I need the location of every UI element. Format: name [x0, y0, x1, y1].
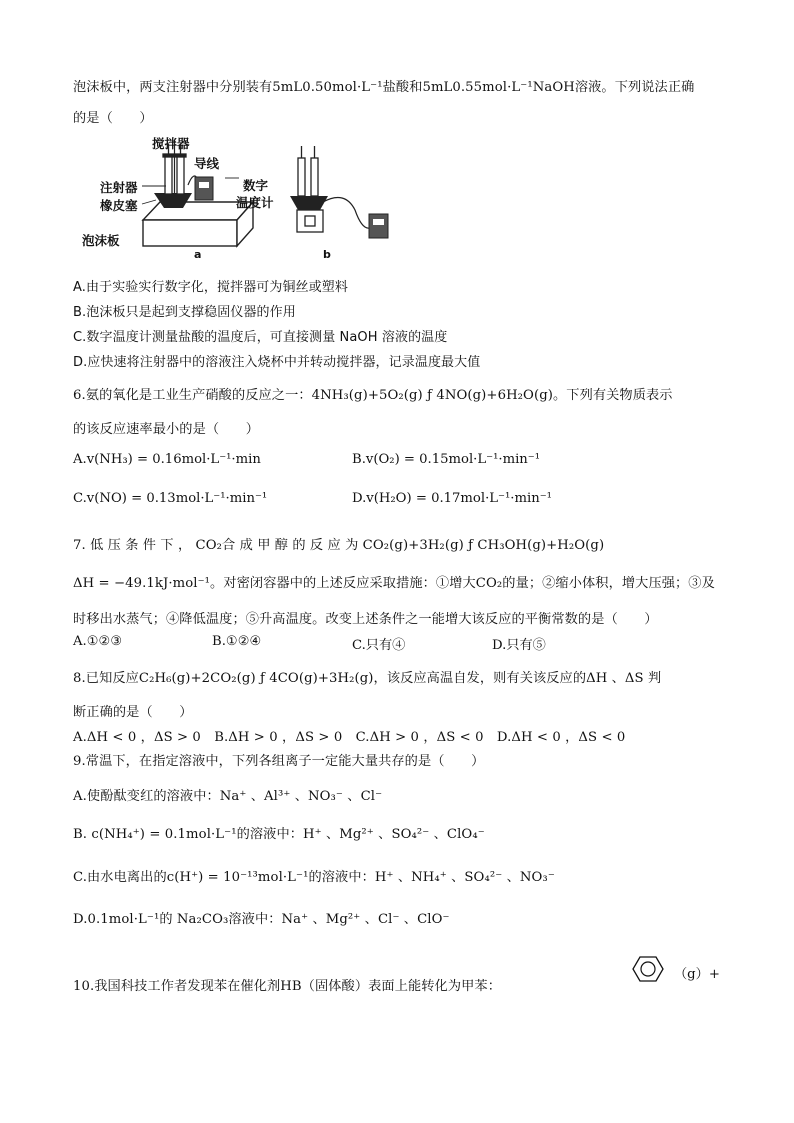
q7-option-d: D.只有⑤: [492, 638, 546, 653]
q6-option-a: A.v(NH₃) = 0.16mol·L⁻¹·min: [73, 452, 261, 467]
q9-option-b: B. c(NH₄⁺) = 0.1mol·L⁻¹的溶液中：H⁺ 、Mg²⁺ 、SO₄²⁻ 、ClO₄⁻: [73, 827, 485, 842]
q6-option-d: D.v(H₂O) = 0.17mol·L⁻¹·min⁻¹: [352, 491, 552, 506]
q7-stem-2: ΔH = −49.1kJ·mol⁻¹。对密闭容器中的上述反应采取措施：①增大CO₂的量；②缩小体积，增大压强；③及: [73, 576, 715, 591]
label-syringe: 注射器: [100, 180, 138, 195]
wire-b: [323, 198, 370, 229]
apparatus-figure: [80, 130, 420, 262]
label-thermometer: 温度计: [236, 195, 274, 210]
label-b: b: [323, 248, 331, 261]
q7-stem: 7. 低 压 条 件 下 ， CO₂合 成 甲 醇 的 反 应 为 CO₂(g)+3H₂(g) ƒ CH₃OH(g)+H₂O(g): [73, 538, 605, 553]
benzene-structure: [632, 955, 664, 983]
q9-option-d: D.0.1mol·L⁻¹的 Na₂CO₃溶液中：Na⁺ 、Mg²⁺ 、Cl⁻ 、ClO⁻: [73, 912, 450, 927]
q7-option-b: B.①②④: [212, 634, 262, 649]
label-digital: 数字: [243, 178, 269, 193]
label-a: a: [194, 248, 202, 261]
label-wire: 导线: [194, 156, 220, 171]
apparatus-b: [297, 146, 323, 232]
label-stirrer: 搅拌器: [152, 136, 190, 151]
thermometer-a: [195, 177, 213, 200]
q8-stem-2: 断正确的是（ ）: [73, 705, 193, 720]
label-foam: 泡沫板: [82, 233, 120, 248]
q5-option-b: B.泡沫板只是起到支撑稳固仪器的作用: [73, 305, 296, 320]
q7-option-a: A.①②③: [73, 634, 123, 649]
q5-option-a: A.由于实验实行数字化，搅拌器可为铜丝或塑料: [73, 280, 348, 295]
q5-option-d: D.应快速将注射器中的溶液注入烧杯中并转动搅拌器，记录温度最大值: [73, 355, 481, 370]
q9-stem: 9.常温下，在指定溶液中，下列各组离子一定能大量共存的是（ ）: [73, 754, 485, 769]
q5-option-c: C.数字温度计测量盐酸的温度后，可直接测量 NaOH 溶液的温度: [73, 330, 448, 345]
intro-line-2: 的是（ ）: [73, 111, 153, 126]
q9-option-c: C.由水电离出的c(H⁺) = 10⁻¹³mol·L⁻¹的溶液中：H⁺ 、NH₄⁺ 、SO₄²⁻ 、NO₃⁻: [73, 870, 555, 885]
label-stopper: 橡皮塞: [100, 198, 138, 213]
q6-option-c: C.v(NO) = 0.13mol·L⁻¹·min⁻¹: [73, 491, 268, 506]
stopper-b: [290, 196, 328, 210]
intro-line-1: 泡沫板中，两支注射器中分别装有5mL0.50mol·L⁻¹盐酸和5mL0.55mol·L⁻¹NaOH溶液。下列说法正确: [73, 80, 695, 95]
q9-option-a: A.使酚酞变红的溶液中：Na⁺ 、Al³⁺ 、NO₃⁻ 、Cl⁻: [73, 789, 383, 804]
q10-tail: （g）+: [674, 967, 720, 982]
q6-option-b: B.v(O₂) = 0.15mol·L⁻¹·min⁻¹: [352, 452, 541, 467]
q6-stem-2: 的该反应速率最小的是（ ）: [73, 422, 260, 437]
benzene-ring-icon: [632, 955, 664, 983]
q6-stem: 6.氨的氧化是工业生产硝酸的反应之一：4NH₃(g)+5O₂(g) ƒ 4NO(g)+6H₂O(g)。下列有关物质表示: [73, 388, 673, 403]
q10-stem: 10.我国科技工作者发现苯在催化剂HB（固体酸）表面上能转化为甲苯：: [73, 979, 501, 994]
thermometer-b: [369, 214, 388, 238]
q8-options: A.ΔH < 0 ，ΔS > 0 B.ΔH > 0 ，ΔS > 0 C.ΔH > 0 ，ΔS < 0 D.ΔH < 0 ，ΔS < 0: [73, 730, 626, 745]
q7-stem-3: 时移出水蒸气；④降低温度；⑤升高温度。改变上述条件之一能增大该反应的平衡常数的是（ ）: [73, 612, 658, 627]
q8-stem: 8.已知反应C₂H₆(g)+2CO₂(g) ƒ 4CO(g)+3H₂(g)，该反应高温自发，则有关该反应的ΔH 、ΔS 判: [73, 671, 662, 686]
q7-option-c: C.只有④: [352, 638, 406, 653]
